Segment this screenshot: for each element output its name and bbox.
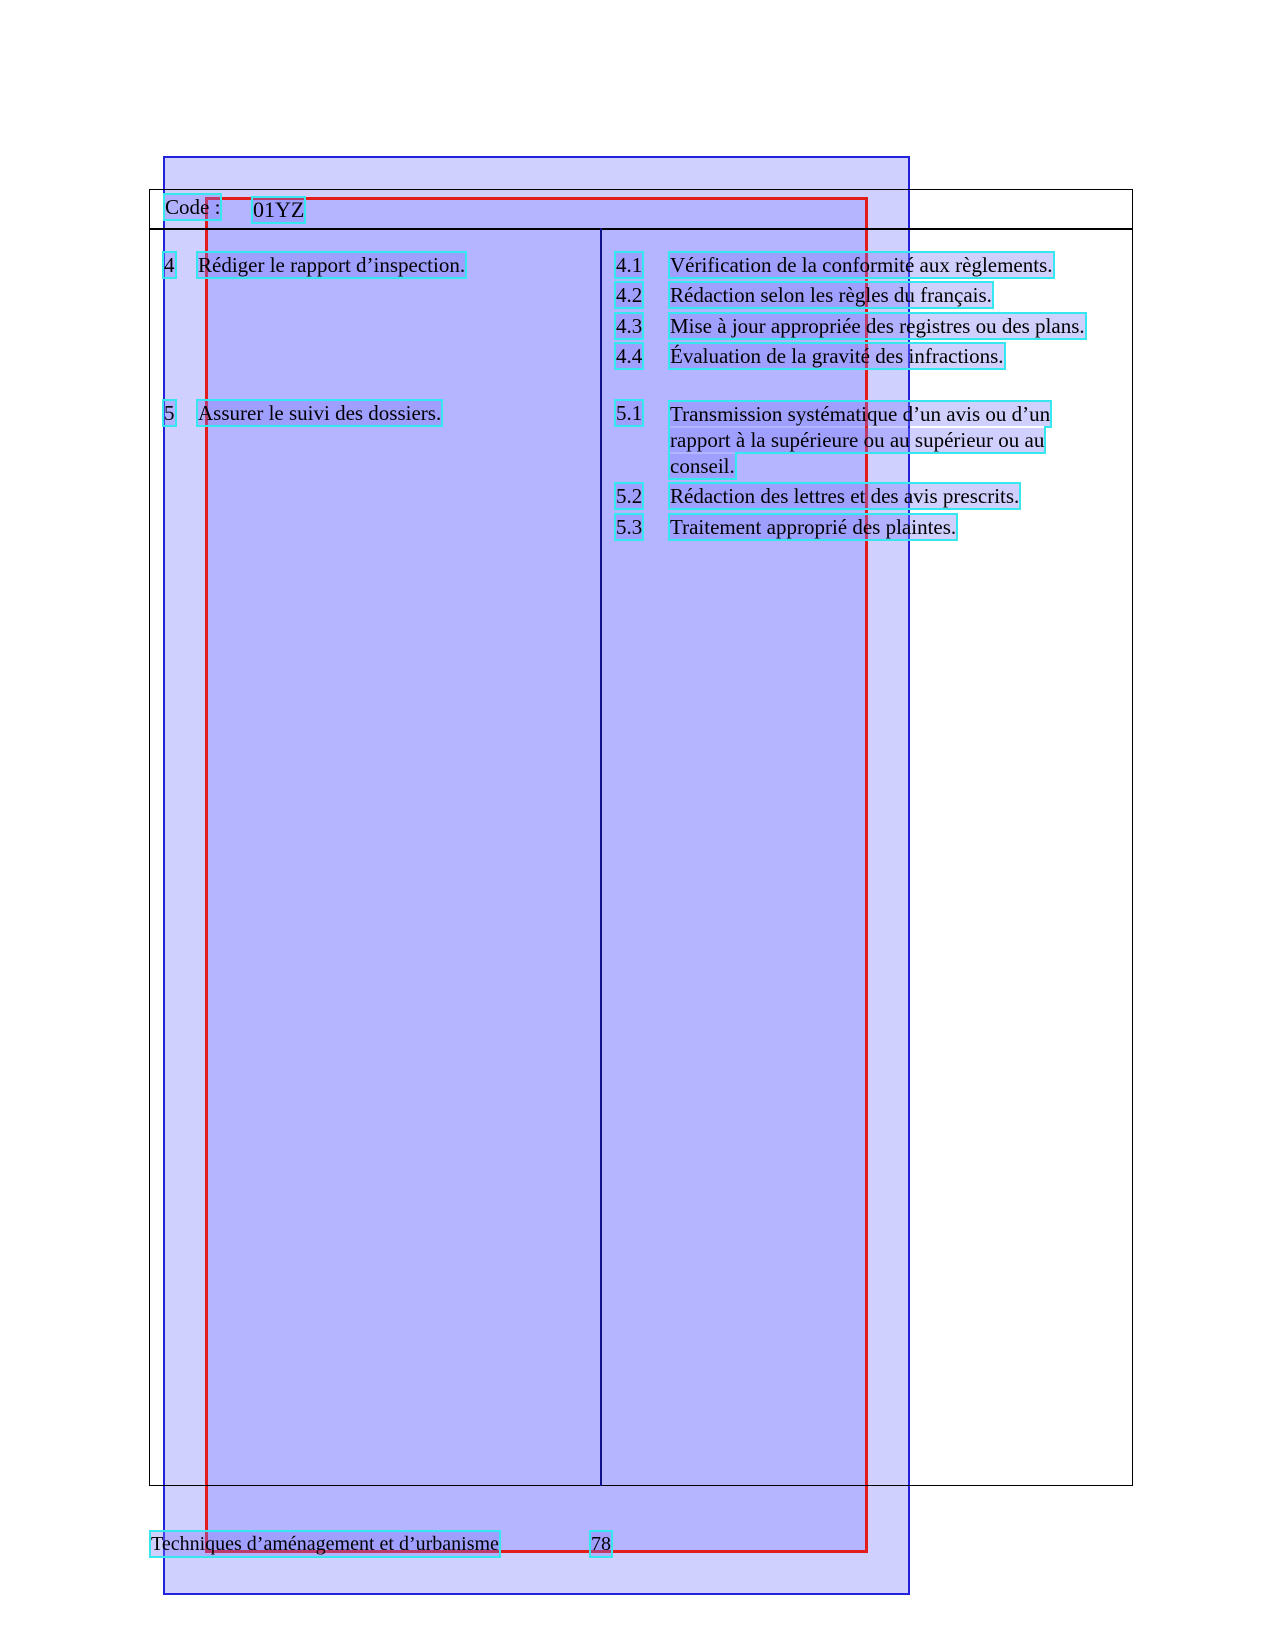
task-number: 4 bbox=[164, 253, 175, 277]
page-number: 78 bbox=[591, 1533, 611, 1555]
code-label: Code : bbox=[165, 195, 221, 219]
criterion-text-inline: Transmission systématique d’un avis ou d’un rapport à la supérieure ou au supérieur ou au conseil. bbox=[670, 402, 1051, 478]
criterion-text bbox=[670, 401, 1088, 479]
column-divider bbox=[600, 228, 602, 1486]
footer-program: Techniques d’aménagement et d’urbanisme bbox=[151, 1533, 499, 1555]
criterion-number: 4.2 bbox=[616, 283, 643, 307]
task-text: Assurer le suivi des dossiers. bbox=[198, 401, 442, 425]
criterion-number: 4.3 bbox=[616, 314, 643, 338]
criterion-text: Traitement approprié des plaintes. bbox=[670, 515, 957, 539]
criterion-text: Rédaction des lettres et des avis prescrits. bbox=[670, 484, 1020, 508]
task-number: 5 bbox=[164, 401, 175, 425]
criterion-text: Mise à jour appropriée des registres ou des plans. bbox=[670, 314, 1085, 338]
criterion-number: 5.3 bbox=[616, 515, 643, 539]
task-text: Rédiger le rapport d’inspection. bbox=[198, 253, 466, 277]
criterion-number: 4.1 bbox=[616, 253, 643, 277]
criterion-text: Vérification de la conformité aux règlements. bbox=[670, 253, 1053, 277]
competency-table bbox=[149, 189, 1133, 1486]
criterion-number: 4.4 bbox=[616, 344, 643, 368]
criterion-number: 5.1 bbox=[616, 401, 643, 425]
criterion-text: Évaluation de la gravité des infractions. bbox=[670, 344, 1004, 368]
criterion-number: 5.2 bbox=[616, 484, 643, 508]
header-divider bbox=[149, 228, 1133, 230]
code-value: 01YZ bbox=[253, 197, 305, 222]
criterion-text: Rédaction selon les règles du français. bbox=[670, 283, 992, 307]
